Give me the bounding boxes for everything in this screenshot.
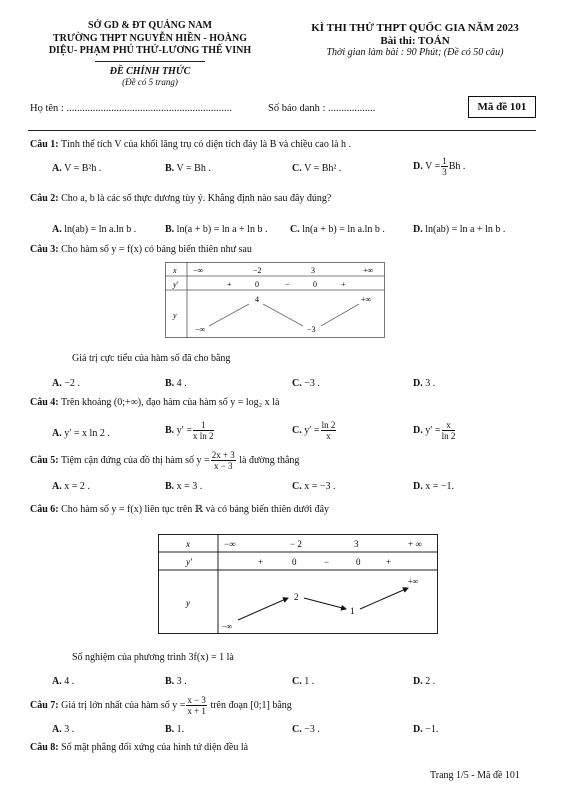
question-4: Câu 4: Trên khoảng (0;+∞), đạo hàm của hàm số y = log₂ x là xyxy=(30,397,280,408)
t1-yp-4: + xyxy=(341,280,346,289)
t2-yp-4: + xyxy=(386,557,392,567)
pages-note: (Đề có 5 trang) xyxy=(122,77,178,87)
header-separator xyxy=(28,130,536,131)
name-field: Họ tên : ............................................................... xyxy=(30,103,232,114)
q3-option-d: D. 3 . xyxy=(413,378,436,389)
t2-yp-2: − xyxy=(324,557,330,567)
page-footer: Trang 1/5 - Mã đề 101 xyxy=(430,770,520,781)
q3-option-c: C. −3 . xyxy=(292,378,320,389)
t2-y-0: −∞ xyxy=(222,622,233,631)
sbd-field: Số báo danh : .................. xyxy=(268,103,376,114)
question-6-text: Cho hàm số y = f(x) liên tục trên ℝ và có bảng biến thiên dưới đây xyxy=(61,504,330,515)
t1-y-1: 4 xyxy=(255,295,259,304)
q4-option-b: B. y′ = $\frac{1}{\text{x ln 2}}$ xyxy=(165,420,214,441)
q6-option-c: C. 1 . xyxy=(292,676,315,687)
question-8-text: Số mặt phẳng đối xứng của hình tứ diện đều là xyxy=(61,742,249,753)
question-8: Câu 8: Số mặt phẳng đối xứng của hình tứ diện đều là xyxy=(30,742,249,753)
official-label: ĐỀ CHÍNH THỨC xyxy=(109,66,191,77)
q3-option-a: A. −2 . xyxy=(52,378,80,389)
t2-x-3: + ∞ xyxy=(408,539,422,549)
q7-option-d: D. −1. xyxy=(413,724,439,735)
t1-y-3: +∞ xyxy=(361,295,372,304)
q2-option-c: C. ln(a + b) = ln a.ln b . xyxy=(290,224,385,235)
t2-label-x: x xyxy=(186,539,190,549)
q4-option-a: A. y′ = x ln 2 . xyxy=(52,428,110,439)
exam-code-box: Mã đề 101 xyxy=(468,96,536,118)
t1-x-0: −∞ xyxy=(193,266,204,275)
t2-label-y: y xyxy=(186,598,190,608)
q6-option-a: A. 4 . xyxy=(52,676,75,687)
t1-yp-1: 0 xyxy=(255,280,259,289)
t2-x-1: − 2 xyxy=(290,539,302,549)
t2-yp-3: 0 xyxy=(356,557,361,567)
q2-option-d: D. ln(ab) = ln a + ln b . xyxy=(413,224,506,235)
exam-subject: Bài thi: TOÁN xyxy=(380,34,450,47)
header-line-2: TRƯỜNG THPT NGUYỄN HIỀN - HOÀNG xyxy=(53,32,247,44)
question-4-text: Trên khoảng (0;+∞), đạo hàm của hàm số y = log₂ x là xyxy=(60,397,280,408)
question-6: Câu 6: Cho hàm số y = f(x) liên tục trên ℝ và có bảng biến thiên dưới đây xyxy=(30,504,330,515)
q2-option-a: A. ln(ab) = ln a.ln b . xyxy=(52,224,137,235)
t1-y-0: −∞ xyxy=(195,325,206,334)
t2-y-3: +∞ xyxy=(408,577,419,586)
header-divider xyxy=(95,61,205,62)
q6-option-b: B. 3 . xyxy=(165,676,187,687)
question-1: Câu 1: Tính thể tích V của khối lăng trụ có diện tích đáy là B và chiều cao là h . xyxy=(30,139,352,150)
q4-option-d: D. y′ = $\frac{x}{\ln 2}$ xyxy=(413,420,456,441)
variation-table-1 xyxy=(165,262,385,338)
t1-label-x: x xyxy=(173,266,177,275)
header-line-3: DIỆU- PHẠM PHÚ THỨ-LƯƠNG THẾ VINH xyxy=(48,45,252,56)
q5-option-a: A. x = 2 . xyxy=(52,481,90,492)
exam-time: Thời gian làm bài : 90 Phút; (Đề có 50 câu) xyxy=(326,47,504,58)
t1-yp-2: − xyxy=(285,280,290,289)
exam-header xyxy=(290,22,540,60)
t1-label-yp: y′ xyxy=(173,280,179,289)
q1-option-c: C. V = Bh² . xyxy=(292,163,342,174)
t2-x-0: −∞ xyxy=(224,539,236,549)
question-3-after: Giá trị cực tiểu của hàm số đã cho bằng xyxy=(72,353,231,364)
t1-x-2: 3 xyxy=(311,266,315,275)
q7-option-a: A. 3 . xyxy=(52,724,75,735)
question-2-text: Cho a, b là các số thực dương tùy ý. Khẳng định nào sau đây đúng? xyxy=(61,193,332,204)
t2-yp-0: + xyxy=(258,557,264,567)
q6-option-d: D. 2 . xyxy=(413,676,436,687)
q5-option-d: D. x = −1. xyxy=(413,481,455,492)
question-2: Câu 2: Cho a, b là các số thực dương tùy ý. Khẳng định nào sau đây đúng? xyxy=(30,193,332,204)
q7-option-c: C. −3 . xyxy=(292,724,320,735)
t1-yp-0: + xyxy=(227,280,232,289)
variation-table-2 xyxy=(158,534,438,634)
t2-y-2: 1 xyxy=(350,606,355,616)
q2-option-b: B. ln(a + b) = ln a + ln b . xyxy=(165,224,268,235)
t2-yp-1: 0 xyxy=(292,557,297,567)
question-3-text: Cho hàm số y = f(x) có bảng biến thiên như sau xyxy=(61,244,252,255)
q7-option-b: B. 1. xyxy=(165,724,185,735)
t1-label-y: y xyxy=(173,311,177,320)
school-header xyxy=(30,20,270,58)
question-5: Câu 5: Tiệm cận đứng của đồ thị hàm số y = $\frac{2x + 3}{x - 3}$ là đường thẳng xyxy=(30,450,300,471)
question-6-after: Số nghiệm của phương trình 3f(x) = 1 là xyxy=(72,652,234,663)
exam-title: KÌ THI THỬ THPT QUỐC GIA NĂM 2023 xyxy=(311,22,519,34)
question-7: Câu 7: Giá trị lớn nhất của hàm số y = $\frac{x - 3}{x + 1}$ trên đoạn [0;1] bằng xyxy=(30,695,292,716)
q5-option-b: B. x = 3 . xyxy=(165,481,203,492)
q1-option-d: D. V = $\frac{1}{3}$ Bh . xyxy=(413,156,466,177)
q5-option-c: C. x = −3 . xyxy=(292,481,336,492)
q1-option-b: B. V = Bh . xyxy=(165,163,211,174)
q4-option-c: C. y′ = $\frac{\ln 2}{x}$ xyxy=(292,420,336,441)
q1-option-a: A. V = B²h . xyxy=(52,163,102,174)
t2-x-2: 3 xyxy=(354,539,359,549)
header-line-1: SỞ GD & ĐT QUẢNG NAM xyxy=(88,20,212,31)
t1-x-1: −2 xyxy=(253,266,262,275)
t1-yp-3: 0 xyxy=(313,280,317,289)
t1-y-2: −3 xyxy=(307,325,316,334)
t2-label-yp: y′ xyxy=(186,557,192,567)
t2-y-1: 2 xyxy=(294,592,299,602)
question-1-text: Tính thể tích V của khối lăng trụ có diện tích đáy là B và chiều cao là h . xyxy=(60,139,352,150)
question-3: Câu 3: Cho hàm số y = f(x) có bảng biến thiên như sau xyxy=(30,244,252,255)
t1-x-3: +∞ xyxy=(363,266,374,275)
q3-option-b: B. 4 . xyxy=(165,378,187,389)
